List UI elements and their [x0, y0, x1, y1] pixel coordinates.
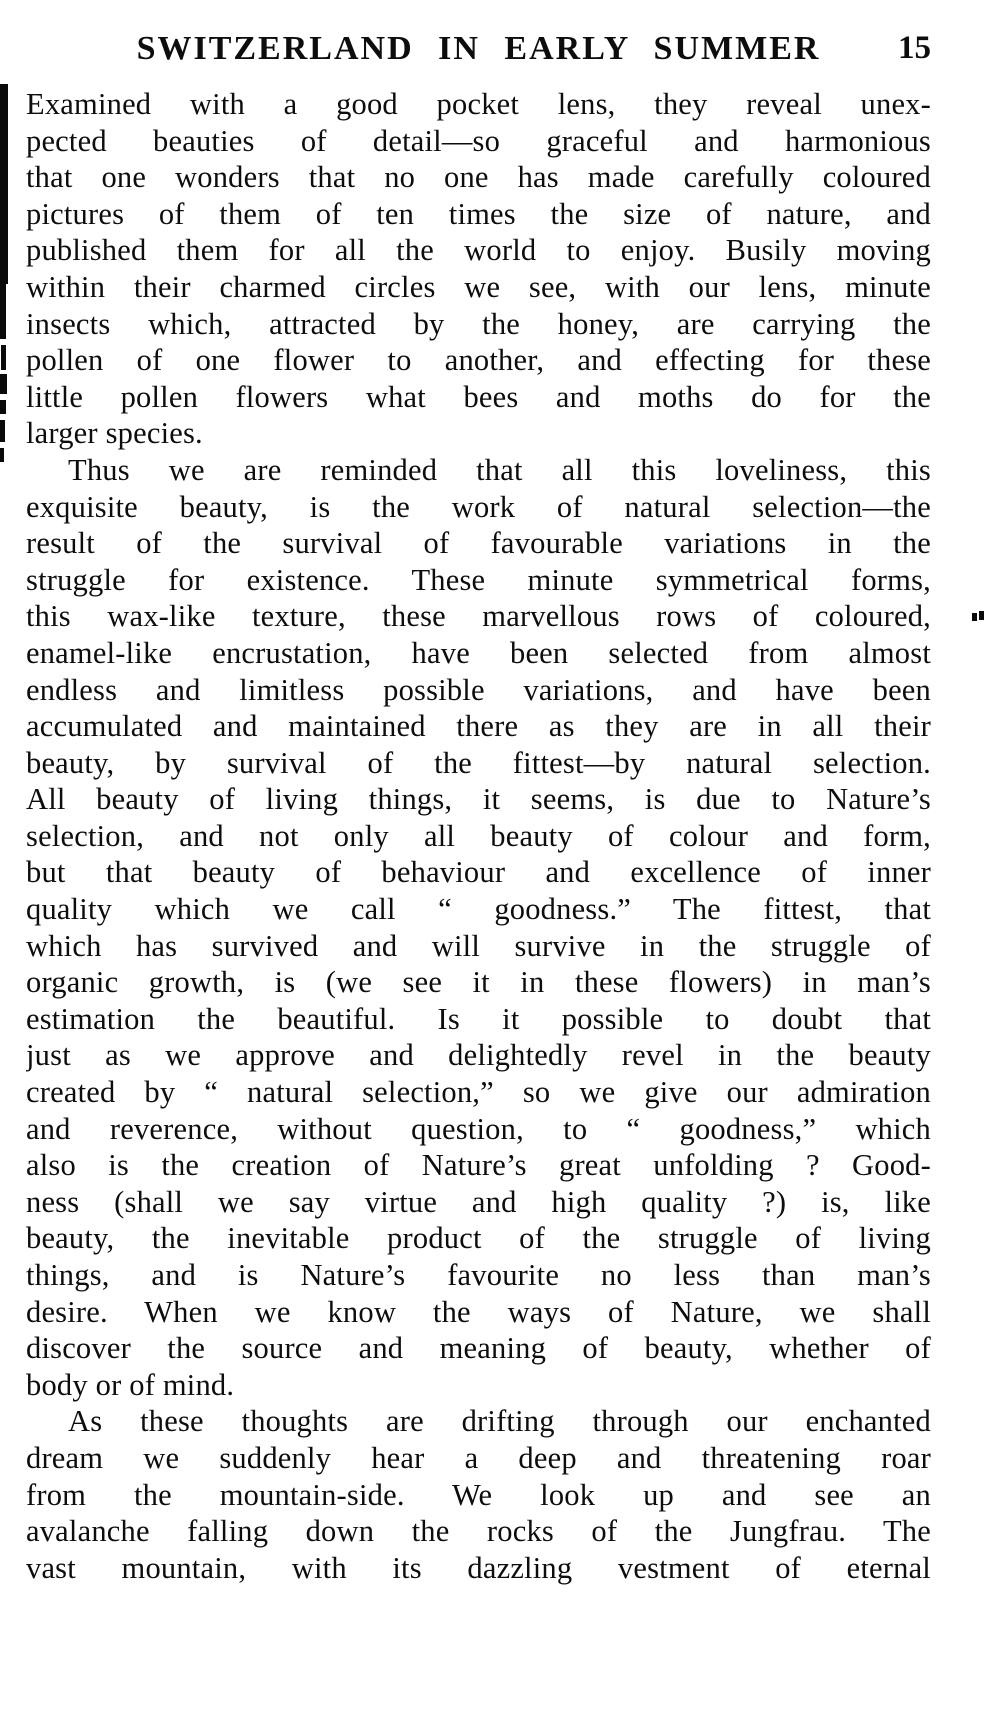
- text-line: published them for all the world to enjoy. Busily moving: [26, 233, 931, 268]
- text-line: created by “ natural selection,” so we give our admiration: [26, 1075, 931, 1110]
- text-line: exquisite beauty, is the work of natural selection—the: [26, 489, 931, 524]
- scan-artifact: [0, 420, 5, 442]
- text-line: estimation the beautiful. Is it possible to doubt that: [26, 1001, 931, 1036]
- text-line: this wax-like texture, these marvellous rows of coloured,: [26, 599, 931, 634]
- text-line: insects which, attracted by the honey, are carrying the: [26, 306, 931, 341]
- text-line: result of the survival of favourable variations in the: [26, 526, 931, 561]
- scan-artifact: [979, 611, 984, 620]
- text-line: endless and limitless possible variations, and have been: [26, 672, 931, 707]
- page-title: SWITZERLAND IN EARLY SUMMER: [136, 30, 821, 67]
- text-line: organic growth, is (we see it in these flowers) in man’s: [26, 965, 931, 1000]
- scan-artifact: [1, 345, 6, 370]
- text-line: selection, and not only all beauty of colour and form,: [26, 818, 931, 853]
- text-line: that one wonders that no one has made carefully coloured: [26, 160, 931, 195]
- text-line: Thus we are reminded that all this loveliness, this: [68, 452, 931, 487]
- scan-artifact: [0, 84, 8, 284]
- text-line: body or of mind.: [26, 1367, 235, 1402]
- text-line: desire. When we know the ways of Nature, we shall: [26, 1294, 931, 1329]
- scan-artifact: [0, 284, 6, 339]
- text-line: little pollen flowers what bees and moths do for the: [26, 379, 931, 414]
- text-line: also is the creation of Nature’s great unfolding ? Good-: [26, 1148, 931, 1183]
- text-line: dream we suddenly hear a deep and threatening roar: [26, 1440, 931, 1475]
- text-line: from the mountain-side. We look up and see an: [26, 1477, 931, 1512]
- text-line: Examined with a good pocket lens, they reveal unex-: [26, 87, 931, 121]
- text-line: discover the source and meaning of beauty, whether of: [26, 1331, 931, 1366]
- text-line: which has survived and will survive in the struggle of: [26, 928, 931, 963]
- text-line: vast mountain, with its dazzling vestment of eternal: [26, 1550, 931, 1585]
- scan-artifact: [0, 448, 4, 462]
- text-line: beauty, by survival of the fittest—by natural selection.: [26, 745, 931, 780]
- text-line: As these thoughts are drifting through our enchanted: [68, 1404, 931, 1439]
- page-text: [26, 86, 931, 1586]
- page-header: [26, 30, 931, 70]
- text-line: just as we approve and delightedly revel in the beauty: [26, 1038, 931, 1073]
- text-line: pected beauties of detail—so graceful and harmonious: [26, 123, 931, 158]
- text-line: but that beauty of behaviour and excellence of inner: [26, 855, 931, 890]
- text-line: and reverence, without question, to “ goodness,” which: [26, 1111, 931, 1146]
- page-number: 15: [898, 30, 931, 66]
- text-line: quality which we call “ goodness.” The fittest, that: [26, 892, 931, 927]
- text-line: avalanche falling down the rocks of the Jungfrau. The: [26, 1514, 931, 1549]
- text-line: pictures of them of ten times the size of nature, and: [26, 196, 931, 231]
- text-line: within their charmed circles we see, with our lens, minute: [26, 269, 931, 304]
- text-line: things, and is Nature’s favourite no less than man’s: [26, 1258, 931, 1292]
- text-line: accumulated and maintained there as they are in all their: [26, 709, 931, 744]
- text-line: ness (shall we say virtue and high quality ?) is, like: [26, 1184, 931, 1219]
- text-line: enamel-like encrustation, have been selected from almost: [26, 635, 931, 670]
- scan-artifact: [0, 374, 7, 394]
- text-line: struggle for existence. These minute symmetrical forms,: [26, 562, 931, 597]
- scan-artifact: [0, 400, 6, 414]
- scan-artifact: [972, 613, 977, 621]
- text-line: All beauty of living things, it seems, is due to Nature’s: [26, 782, 931, 817]
- text-line: beauty, the inevitable product of the struggle of living: [26, 1221, 931, 1256]
- text-line: pollen of one flower to another, and effecting for these: [26, 343, 931, 378]
- text-line: larger species.: [26, 416, 203, 451]
